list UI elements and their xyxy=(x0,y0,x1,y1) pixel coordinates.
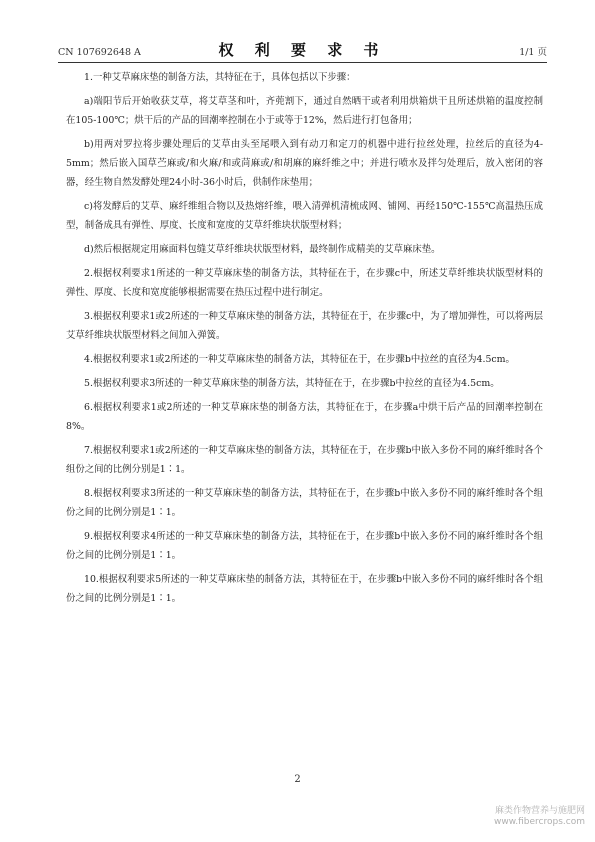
claim-6: 6.根据权利要求1或2所述的一种艾草麻床垫的制备方法，其特征在于，在步骤a中烘干后产品的回潮率控制在8%。 xyxy=(66,402,543,432)
site-watermark xyxy=(494,806,585,828)
claim-8: 8.根据权利要求3所述的一种艾草麻床垫的制备方法，其特征在于，在步骤b中嵌入多份不同的麻纤维时各个组份之间的比例分别是1∶1。 xyxy=(66,488,543,518)
claim-1-step-b: b)用两对罗拉将步骤处理后的艾草由头至尾喂入到有动刀和定刀的机器中进行拉丝处理，拉丝后的直径为4-5mm；然后嵌入国草苎麻或/和火麻/和或苘麻或/和胡麻的麻纤维之中；并进行喷水及拌匀处理后，放入密闭的容器，经生物自然发酵处理24小时-36小时后，供制作床垫用； xyxy=(66,139,543,188)
claim-4: 4.根据权利要求1或2所述的一种艾草麻床垫的制备方法，其特征在于，在步骤b中拉丝的直径为4.5cm。 xyxy=(84,354,515,365)
publication-number: CN 107692648 A xyxy=(58,47,141,58)
header-divider xyxy=(58,62,547,63)
claim-1-step-a: a)端阳节后开始收获艾草，将艾草茎和叶，齐蔸割下，通过自然晒干或者利用烘箱烘干且所述烘箱的温度控制在105-100℃；烘干后的产品的回潮率控制在小于或等于12%，然后进行打包备用； xyxy=(66,96,543,126)
page-header xyxy=(58,38,547,60)
claim-2: 2.根据权利要求1所述的一种艾草麻床垫的制备方法，其特征在于，在步骤c中，所述艾草纤维块状版型材料的弹性、厚度、长度和宽度能够根据需要在热压过程中进行制定。 xyxy=(66,268,543,298)
claim-3: 3.根据权利要求1或2所述的一种艾草麻床垫的制备方法，其特征在于，在步骤c中，为了增加弹性，可以将两层艾草纤维块状版型材料之间加入弹簧。 xyxy=(66,311,543,341)
watermark-title: 麻类作物营养与施肥网 xyxy=(494,806,585,816)
claim-10: 10.根据权利要求5所述的一种艾草麻床垫的制备方法，其特征在于，在步骤b中嵌入多份不同的麻纤维时各个组份之间的比例分别是1∶1。 xyxy=(66,574,543,604)
page-number: 2 xyxy=(294,774,301,785)
page-info: 1/1 页 xyxy=(519,47,547,58)
claim-7: 7.根据权利要求1或2所述的一种艾草麻床垫的制备方法，其特征在于，在步骤b中嵌入多份不同的麻纤维时各个组份之间的比例分别是1∶1。 xyxy=(66,445,543,475)
claim-1-step-d: d)然后根据规定用麻面料包缝艾草纤维块状版型材料，最终制作成精美的艾草麻床垫。 xyxy=(84,244,441,255)
watermark-url: www.fibercrops.com xyxy=(494,817,585,827)
document-title: 权 利 要 求 书 xyxy=(218,41,387,59)
claim-9: 9.根据权利要求4所述的一种艾草麻床垫的制备方法，其特征在于，在步骤b中嵌入多份不同的麻纤维时各个组份之间的比例分别是1∶1。 xyxy=(66,531,543,561)
claim-1: 1.一种艾草麻床垫的制备方法，其特征在于，具体包括以下步骤： xyxy=(84,72,356,83)
claim-1-step-c: c)将发酵后的艾草、麻纤维组合物以及热熔纤维，喂入清弹机清梳成网、铺网、再经150℃-155℃高温热压成型，制备成具有弹性、厚度、长度和宽度的艾草纤维块状版型材料； xyxy=(66,201,543,231)
claim-5: 5.根据权利要求3所述的一种艾草麻床垫的制备方法，其特征在于，在步骤b中拉丝的直径为4.5cm。 xyxy=(84,378,500,389)
claims-body xyxy=(66,68,543,613)
